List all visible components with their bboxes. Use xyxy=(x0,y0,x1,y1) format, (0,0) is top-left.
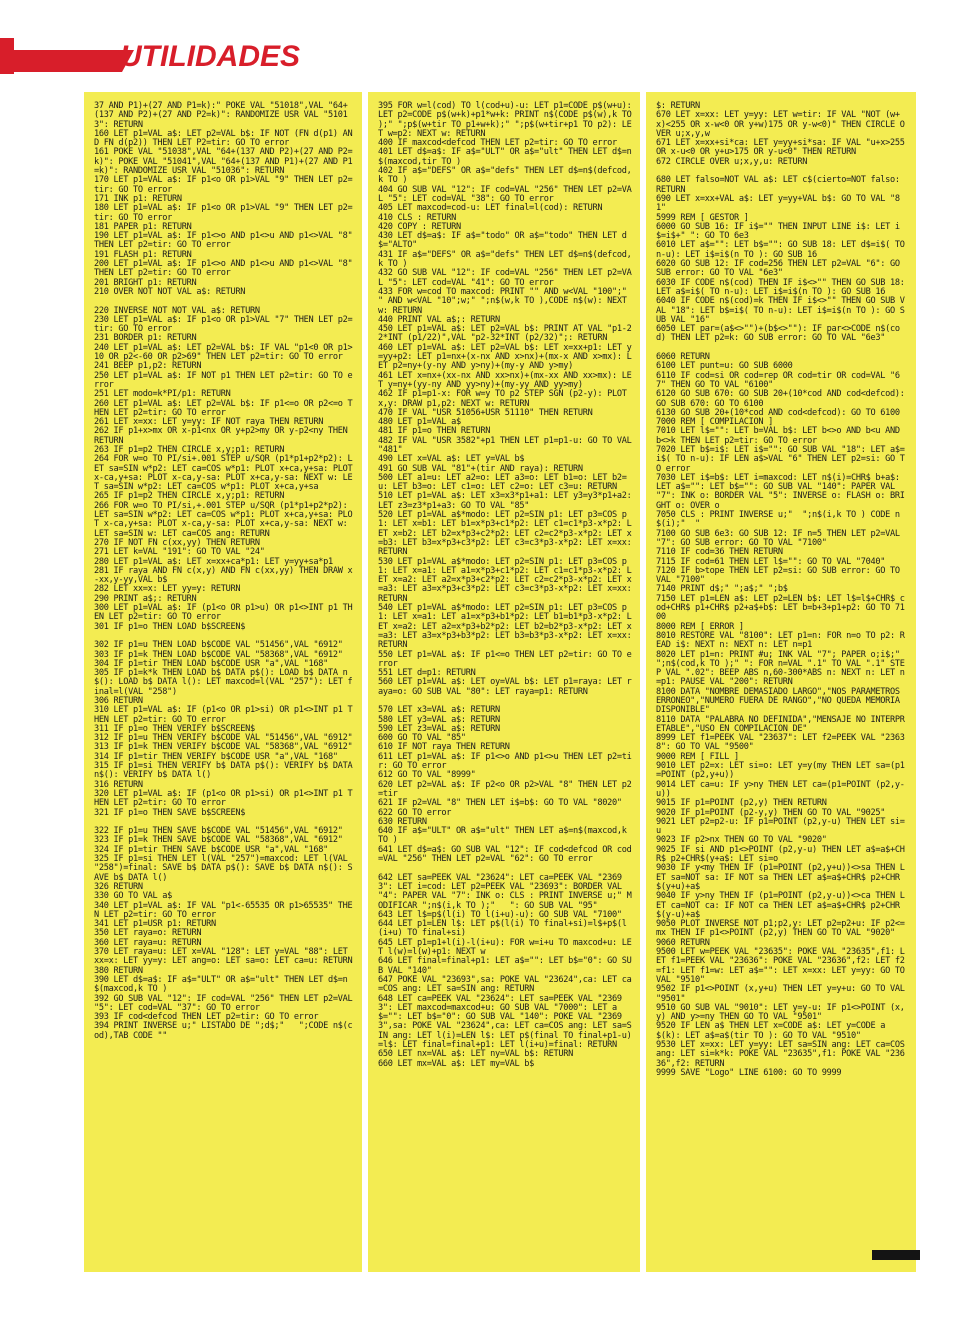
header-accent-wedge xyxy=(14,50,134,72)
page-corner-mark xyxy=(872,1250,920,1260)
listing-column-3 xyxy=(646,92,916,1272)
basic-listing-1: 37 AND P1)+(27 AND P1=k):" POKE VAL "51018",VAL "64+(137 AND P2)+(27 AND P2=k)": RANDOMIZE USR VAL "51013": RETURN 160 LET p1=VAL a$: LET p2=VAL b$: IF NOT (FN d(p1) AND FN d(p2)) THEN LET P2=tir: GO TO error 161 POKE VAL "51038",VAL "64+(137 AND P2)+(27 AND P2=k)": POKE VAL "51041",VAL "64+(137 AND P1)+(27 AND P1=k)": RANDOMIZE USR VAL "51036": RETURN 170 LET p1=VAL a$: IF p1<o OR p1>VAL "9" THEN LET p2=tir: GO TO error 171 INK p1: RETURN 180 LET p1=VAL a$: IF p1<o OR p1>VAL "9" THEN LET p2=tir: GO TO error 181 PAPER p1: RETURN 190 LET p1=VAL a$: IF p1<>o AND p1<>u AND p1<>VAL "8" THEN LET p2=tir: GO TO error 191 FLASH p1: RETURN 200 LET p1=VAL a$: IF p1<>o AND p1<>u AND p1<>VAL "8" THEN LET p2=tir: GO TO error 201 BRIGHT p1: RETURN 210 OVER NOT NOT VAL a$: RETURN 220 INVERSE NOT NOT VAL a$: RETURN 230 LET p1=VAL a$: IF p1<o OR p1>VAL "7" THEN LET p2=tir: GO TO error 231 BORDER p1: RETURN 240 LET p1=VAL a$: LET p2=VAL b$: IF VAL "p1<0 OR p1>10 OR p2<-60 OR p2>69" THEN LET p2=tir: GO TO error 241 BEEP p1,p2: RETURN 250 LET p1=VAL a$: IF NOT p1 THEN LET p2=tir: GO TO error 251 LET modo=k*PI/p1: RETURN 260 LET p1=VAL a$: LET p2=VAL b$: IF p1<=o OR p2<=o THEN LET p2=tir: GO TO error 261 LET x=xx: LET y=yy: IF NOT raya THEN RETURN 262 IF p1+x>mx OR x-p1<nx OR y+p2>my OR y-p2<ny THEN RETURN 263 IF p1=p2 THEN CIRCLE x,y;p1: RETURN 264 FOR w=o TO PI/si+.001 STEP u/SQR (p1*p1+p2*p2): LET sa=SIN w*p2: LET ca=COS w*p1: PLOT x+ca,y+sa: PLOT x-ca,y+sa: PLOT x-ca,y-sa: PLOT x+ca,y-sa: NEXT w: LET sa=SIN w*p2: LET ca=COS w*p1: PLOT x+ca,y+sa 265 IF p1=p2 THEN CIRCLE x,y;p1: RETURN 266 FOR w=o TO PI/si,+.001 STEP u/SQR (p1*p1+p2*p2): LET sa=SIN w*p2: LET ca=COS w*p1: PLOT x+ca,y+sa: PLOT x-ca,y+sa: PLOT x-ca,y-sa: PLOT x+ca,y-sa: NEXT w: LET sa=SIN w: LET ca=COS ang: RETURN 270 IF NOT FN c(xx,yy) THEN RETURN 271 LET k=VAL "191": GO TO VAL "24" 280 LET p1=VAL a$: LET x=xx+ca*p1: LET y=yy+sa*p1 281 IF raya AND FN c(x,y) AND FN c(xx,yy) THEN DRAW x-xx,y-yy,VAL b$ 282 LET xx=x: LET yy=y: RETURN 290 PRINT a$;: RETURN 300 LET p1=VAL a$: IF (p1<o OR p1>u) OR p1<>INT p1 THEN LET p2=tir: GO TO error 301 IF p1=o THEN LOAD b$SCREEN$ 302 IF p1=u THEN LOAD b$CODE VAL "51456",VAL "6912" 303 IF p1=k THEN LOAD b$CODE VAL "58368",VAL "6912" 304 IF p1=tir THEN LOAD b$CODE USR "a",VAL "168" 305 IF p1=k*k THEN LOAD b$ DATA p$(): LOAD b$ DATA n$(): LOAD b$ DATA l(): LET maxcod=l(VAL "257"): LET final=l(VAL "258") 306 RETURN 310 LET p1=VAL a$: IF (p1<o OR p1>si) OR p1<>INT p1 THEN LET p2=tir: GO TO error 311 IF p1=o THEN VERIFY b$SCREEN$ 312 IF p1=u THEN VERIFY b$CODE VAL "51456",VAL "6912" 313 IF p1=k THEN VERIFY b$CODE VAL "58368",VAL "6912" 314 IF p1=tir THEN VERIFY b$CODE USR "a",VAL "168" 315 IF p1=si THEN VERIFY b$ DATA p$(): VERIFY b$ DATA n$(): VERIFY b$ DATA l() 316 RETURN 320 LET p1=VAL a$: IF (p1<o OR p1>si) OR p1<>INT p1 THEN LET p2=tir: GO TO error 321 IF p1=o THEN SAVE b$SCREEN$ 322 IF p1=u THEN SAVE b$CODE VAL "51456",VAL "6912" 323 IF p1=k THEN SAVE b$CODE VAL "58368",VAL "6912" 324 IF p1=tir THEN SAVE b$CODE USR "a",VAL "168" 325 IF p1=si THEN LET l(VAL "257")=maxcod: LET l(VAL "258")=final: SAVE b$ DATA p$(): SAVE b$ DATA n$(): SAVE b$ DATA l() 326 RETURN 330 GO TO VAL a$ 340 LET p1=VAL a$: IF VAL "p1<-65535 OR p1>65535" THEN LET p2=tir: GO TO error 341 LET p1=USR p1: RETURN 350 LET raya=o: RETURN 360 LET raya=u: RETURN 370 LET raya=u: LET x=VAL "128": LET y=VAL "88": LET xx=x: LET yy=y: LET ang=o: LET sa=o: LET ca=u: RETURN 380 RETURN 390 LET d$=a$: IF a$="ULT" OR a$="ult" THEN LET d$=n$(maxcod,k TO ) 392 GO SUB VAL "12": IF cod=VAL "256" THEN LET p2=VAL "5": LET cod=VAL "37": GO TO error 393 IF cod<defcod THEN LET p2=tir: GO TO error 394 PRINT INVERSE u;" LISTADO DE ";d$;" ";CODE n$(cod),TAB CODE "" xyxy=(94,101,353,1041)
basic-listing-2: 395 FOR w=l(cod) TO l(cod+u)-u: LET p1=CODE p$(w+u): LET p2=CODE p$(w+k)+p1*w+k: PRINT n$(CODE p$(w),k TO );" ";p$(w+tir TO p1+w+k);" ";p$(w+tir+p1 TO p2): LET w=p2: NEXT w: RETURN 400 IF maxcod<defcod THEN LET p2=tir: GO TO error 401 LET d$=a$: IF a$="ULT" OR a$="ult" THEN LET d$=n$(maxcod,tir TO ) 402 IF a$="DEFS" OR a$="defs" THEN LET d$=n$(defcod,k TO ) 404 GO SUB VAL "12": IF cod=VAL "256" THEN LET p2=VAL "5": LET cod=VAL "38": GO TO error 405 LET maxcod=cod-u: LET final=l(cod): RETURN 410 CLS : RETURN 420 COPY : RETURN 430 LET d$=a$: IF a$="todo" OR a$="todo" THEN LET d$="ALTO" 431 IF a$="DEFS" OR a$="defs" THEN LET d$=n$(defcod,k TO ) 432 GO SUB VAL "12": IF cod=VAL "256" THEN LET p2=VAL "5": LET cod=VAL "41": GO TO error 433 FOR w=cod TO maxcod: PRINT "" AND w<VAL "100";" " AND w<VAL "10";w;" ";n$(w,k TO ),CODE n$(w): NEXT w: RETURN 440 PRINT VAL a$;: RETURN 450 LET p1=VAL a$: LET p2=VAL b$: PRINT AT VAL "p1-22*INT (p1/22)",VAL "p2-32*INT (p2/32)";: RETURN 460 LET p1=VAL a$: LET p2=VAL b$: LET x=xx+p1: LET y=yy+p2: LET p1=nx+(x-nx AND x>nx)+(mx-x AND x>mx): LET p2=ny+(y-ny AND y>ny)+(my-y AND y>my) 461 LET x=nx+(xx-nx AND xx>nx)+(mx-xx AND xx>mx): LET y=ny+(yy-ny AND yy>ny)+(my-yy AND yy>my) 462 IF p1=p1-x: FOR w=y TO p2 STEP SGN (p2-y): PLOT x,y: DRAW p1,p2: NEXT w: RETURN 470 IF VAL "USR 51056+USR 51110" THEN RETURN 480 LET p1=VAL a$ 481 IF p1=o THEN RETURN 482 IF VAL "USR 3582"+p1 THEN LET p1=p1-u: GO TO VAL "481" 490 LET x=VAL a$: LET y=VAL b$ 491 GO SUB VAL "81"+(tir AND raya): RETURN 500 LET a1=u: LET a2=o: LET a3=o: LET b1=o: LET b2=u: LET b3=o: LET c1=o: LET c2=o: LET c3=u: RETURN 510 LET p1=VAL a$: LET x3=x3*p1+a1: LET y3=y3*p1+a2: LET z3=z3*p1+a3: GO TO VAL "85" 520 LET p1=VAL a$*modo: LET p2=SIN p1: LET p3=COS p1: LET x=b1: LET b1=x*p3+c1*p2: LET c1=c1*p3-x*p2: LET x=b2: LET b2=x*p3+c2*p2: LET c2=c2*p3-x*p2: LET x=b3: LET b3=x*p3+c3*p2: LET c3=c3*p3-x*p2: LET x=xx: RETURN 530 LET p1=VAL a$*modo: LET p2=SIN p1: LET p3=COS p1: LET x=a1: LET a1=x*p3+c1*p2: LET c1=c1*p3-x*p2: LET x=a2: LET a2=x*p3+c2*p2: LET c2=c2*p3-x*p2: LET x=a3: LET a3=x*p3+c3*p2: LET c3=c3*p3-x*p2: LET x=xx: RETURN 540 LET p1=VAL a$*modo: LET p2=SIN p1: LET p3=COS p1: LET x=a1: LET a1=x*p3+b1*p2: LET b1=b1*p3-x*p2: LET x=a2: LET a2=x*p3+b2*p2: LET b2=b2*p3-x*p2: LET x=a3: LET a3=x*p3+b3*p2: LET b3=b3*p3-x*p2: LET x=xx: RETURN 550 LET p1=VAL a$: IF p1<=o THEN LET p2=tir: GO TO error 551 LET d=p1: RETURN 560 LET p1=VAL a$: LET oy=VAL b$: LET p1=raya: LET raya=o: GO SUB VAL "80": LET raya=p1: RETURN 570 LET x3=VAL a$: RETURN 580 LET y3=VAL a$: RETURN 590 LET z3=VAL a$: RETURN 600 GO TO VAL "85" 610 IF NOT raya THEN RETURN 611 LET p1=VAL a$: IF p1<>o AND p1<>u THEN LET p2=tir: GO TO error 612 GO TO VAL "8999" 620 LET p2=VAL a$: IF p2<o OR p2>VAL "8" THEN LET p2=tir 621 IF p2=VAL "8" THEN LET i$=b$: GO TO VAL "8020" 622 GO TO error 630 RETURN 640 IF a$="ULT" OR a$="ult" THEN LET a$=n$(maxcod,k TO ) 641 LET d$=a$: GO SUB VAL "12": IF cod<defcod OR cod=VAL "256" THEN LET p2=VAL "62": GO TO error 642 LET sa=PEEK VAL "23624": LET ca=PEEK VAL "23693": LET i=cod: LET p2=PEEK VAL "23693": BORDER VAL "4": PAPER VAL "7": INK o: CLS : PRINT INVERSE u;" MODIFICAR ";n$(i,k TO );" ": GO SUB VAL "95" 643 LET l$=p$(l(i) TO l(i+u)-u): GO SUB VAL "7100" 644 LET p1=LEN l$: LET p$(l(i) TO final+si)=l$+p$(l(i+u) TO final+si) 645 LET p1=p1+l(i)-l(i+u): FOR w=i+u TO maxcod+u: LET l(w)=l(w)+p1: NEXT w 646 LET final=final+p1: LET a$="": LET b$="0": GO SUB VAL "140" 647 POKE VAL "23693",sa: POKE VAL "23624",ca: LET ca=COS ang: LET sa=SIN ang: RETURN 648 LET ca=PEEK VAL "23624": LET sa=PEEK VAL "23693": LET maxcod=maxcod+u: GO SUB VAL "7000": LET a$="": LET b$="0": GO SUB VAL "140": POKE VAL "23693",sa: POKE VAL "23624",ca: LET ca=COS ang: LET sa=SIN ang: LET l(i)=LEN l$: LET p$(final TO final+p1-u)=l$: LET final=final+p1: LET l(i+u)=final: RETURN 650 LET nx=VAL a$: LET ny=VAL b$: RETURN 660 LET mx=VAL a$: LET my=VAL b$ xyxy=(378,101,632,1069)
listing-column-2 xyxy=(368,92,640,1272)
listing-column-1 xyxy=(84,92,362,1272)
basic-listing-3: $: RETURN 670 LET x=xx: LET y=yy: LET w=tir: IF VAL "NOT (w+x)<255 OR x-w<0 OR y+w)175 OR y-w<0)" THEN CIRCLE OVER u;x,y,w 671 LET x=xx+si*ca: LET y=yy+si*sa: IF VAL "u+x>255 OR x-u<0 OR y+u>175 OR y-u<0" THEN RETURN 672 CIRCLE OVER u;x,y,u: RETURN 680 LET falso=NOT VAL a$: LET c$(cierto=NOT falso: RETURN 690 LET x=xx+VAL a$: LET y=yy+VAL b$: GO TO VAL "81" 5999 REM [ GESTOR ] 6000 GO SUB 16: IF i$="" THEN INPUT LINE i$: LET i$=i$+" ": GO TO 6e3 6010 LET a$="": LET b$="": GO SUB 18: LET d$=i$( TO n-u): LET i$=i$(n TO ): GO SUB 16 6020 GO SUB 12: IF cod=256 THEN LET p2=VAL "6": GO SUB error: GO TO VAL "6e3" 6030 IF CODE n$(cod) THEN IF i$<>"" THEN GO SUB 18: LET a$=i$( TO n-u): LET i$=i$(n TO ): GO SUB 16 6040 IF CODE n$(cod)=k THEN IF i$<>"" THEN GO SUB VAL "18": LET b$=i$( TO n-u): LET i$=i$(n TO ): GO SUB VAL "16" 6050 LET par=(a$<>"")+(b$<>""): IF par<>CODE n$(cod) THEN LET p2=k: GO SUB error: GO TO VAL "6e3" 6060 RETURN 6100 LET punt=u: GO SUB 6000 6110 IF cod=si OR cod=rep OR cod=tir OR cod=VAL "67" THEN GO TO VAL "6100" 6120 GO SUB 670: GO SUB 20+(10*cod AND cod<defcod): GO SUB 670: GO TO 6100 6130 GO SUB 20+(10*cod AND cod<defcod): GO TO 6100 7000 REM [ COMPILACION ] 7010 LET l$="": LET b=VAL b$: LET b<>o AND b<u AND b<>k THEN LET p2=tir: GO TO error 7020 LET b$=i$: LET i$="": GO SUB VAL "18": LET a$=i$( TO n-u): IF LEN a$>VAL "6" THEN LET p2=si: GO TO error 7030 LET i$=b$: LET i=maxcod: LET n$(i)=CHR$ b+a$: LET a$="": LET b$="": GO SUB VAL "140": PAPER VAL "7": INK o: BORDER VAL "5": INVERSE o: FLASH o: BRIGHT o: OVER o 7050 CLS : PRINT INVERSE u;" ";n$(i,k TO ) CODE n$(i);" " 7100 GO SUB 6e3: GO SUB 12: IF n=5 THEN LET p2=VAL "7": GO SUB error: GO TO VAL "7100" 7110 IF cod=36 THEN RETURN 7115 IF cod=61 THEN LET l$="": GO TO VAL "7040" 7120 IF b>tope THEN LET p2=si: GO SUB error: GO TO VAL "7100" 7140 PRINT d$;" ";a$;" ";b$ 7150 LET p1=LEN a$: LET p2=LEN b$: LET l$=l$+CHR$ cod+CHR$ p1+CHR$ p2+a$+b$: LET b=b+3+p1+p2: GO TO 7100 8000 REM [ ERROR ] 8010 RESTORE VAL "8100": LET p1=n: FOR n=o TO p2: READ i$: NEXT n: NEXT n: LET n=p1 8020 LET p1=n: PRINT #u; INK VAL "7"; PAPER o;i$;" ";n$(cod,k TO );" ": FOR n=VAL ".1" TO VAL ".1" STEP VAL ".02": BEEP ABS n,60-300*ABS n: NEXT n: LET n=p1: PAUSE VAL "200": RETURN 8100 DATA "NOMBRE DEMASIADO LARGO","NOS PARAMETROS ERRONEO","NUMERO FUERA DE RANGO","NO QUEDA MEMORIA DISPONIBLE" 8110 DATA "PALABRA NO DEFINIDA","MENSAJE NO INTERPRETABLE","USO EN COMPILACION DE" 8999 LET f1=PEEK VAL "23637": LET f2=PEEK VAL "23638": GO TO VAL "9500" 9000 REM [ FILL ] 9010 LET p2=x: LET si=o: LET y=y(my THEN LET sa=(p1=POINT (p2,y+u)) 9014 LET ca=u: IF y>ny THEN LET ca=(p1=POINT (p2,y-u)) 9015 IF p1=POINT (p2,y) THEN RETURN 9020 IF p1=POINT (p2-y,y) THEN GO TO VAL "9025" 9021 LET p2=p2-u: IF p1=POINT (p2,y-u) THEN LET si=u 9023 IF p2>nx THEN GO TO VAL "9020" 9025 IF si AND p1<>POINT (p2,y-u) THEN LET a$=a$+CHR$ p2+CHR$(y+a$: LET si=o 9030 IF y<my THEN IF (p1=POINT (p2,y+u))<>sa THEN LET sa=NOT sa: IF NOT sa THEN LET a$=a$+CHR$ p2+CHR$(y+u)+a$ 9040 IF y>ny THEN IF (p1=POINT (p2,y-u))<>ca THEN LET ca=NOT ca: IF NOT ca THEN LET a$=a$+CHR$ p2+CHR$(y-u)+a$ 9050 PLOT INVERSE NOT p1;p2,y: LET p2=p2+u: IF p2<=mx THEN IF p1<>POINT (p2,y) THEN GO TO VAL "9020" 9060 RETURN 9500 LET w=PEEK VAL "23635": POKE VAL "23635",f1: LET f1=PEEK VAL "23636": POKE VAL "23636",f2: LET f2=f1: LET f1=w: LET a$="": LET x=xx: LET y=yy: GO TO VAL "9510" 9502 IF p1<>POINT (x,y+u) THEN LET y=y+u: GO TO VAL "9501" 9510 GO SUB VAL "9010": LET y=y-u: IF p1<>POINT (x,y) AND y>=ny THEN GO TO VAL "9501" 9520 IF LEN a$ THEN LET x=CODE a$: LET y=CODE a$(k): LET a$=a$(tir TO ): GO TO VAL "9510" 9530 LET x=xx: LET y=yy: LET sa=SIN ang: LET ca=COS ang: LET si=k*k: POKE VAL "23635",f1: POKE VAL "23636",f2: RETURN 9999 SAVE "Logo" LINE 6100: GO TO 9999 xyxy=(656,101,905,1078)
section-title: UTILIDADES xyxy=(120,40,300,73)
header-accent-bar xyxy=(0,38,14,74)
